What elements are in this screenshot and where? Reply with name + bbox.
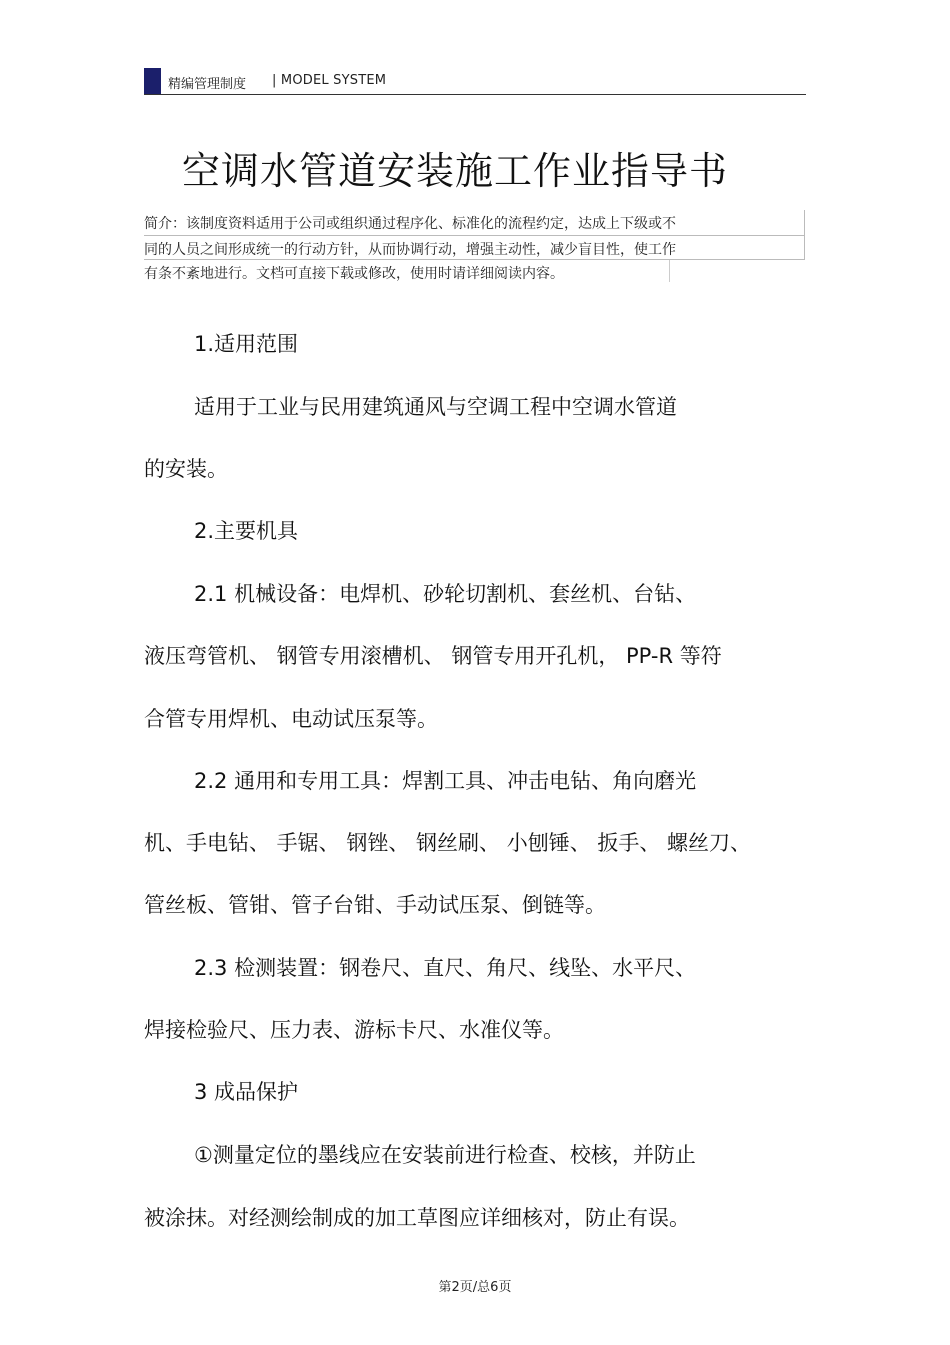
paragraph-line: 的安装。 bbox=[144, 457, 228, 481]
intro-line-2: 同的人员之间形成统一的行动方针，从而协调行动，增强主动性，减少盲目性，使工作 bbox=[144, 242, 676, 258]
intro-line-1: 简介：该制度资料适用于公司或组织通过程序化、标准化的流程约定，达成上下级或不 bbox=[144, 216, 676, 232]
paragraph-line: 焊接检验尺、压力表、游标卡尺、水准仪等。 bbox=[144, 1018, 564, 1042]
section-heading-tools: 2.主要机具 bbox=[194, 519, 299, 543]
logo-icon bbox=[144, 68, 161, 94]
paragraph-line: 2.2 通用和专用工具：焊割工具、冲击电钻、角向磨光 bbox=[194, 769, 697, 793]
intro-line-3: 有条不紊地进行。文档可直接下载或修改，使用时请详细阅读内容。 bbox=[144, 266, 564, 282]
page-header bbox=[144, 66, 806, 95]
page-number: 第2页/总6页 bbox=[438, 1280, 512, 1295]
header-divider bbox=[144, 94, 806, 95]
paragraph-line: 机、手电钻、 手锯、 钢锉、 钢丝刷、 小刨锤、 扳手、 螺丝刀、 bbox=[144, 831, 752, 855]
document-title: 空调水管道安装施工作业指导书 bbox=[181, 149, 728, 193]
paragraph-line: 管丝板、管钳、管子台钳、手动试压泵、倒链等。 bbox=[144, 893, 606, 917]
paragraph-line: 合管专用焊机、电动试压泵等。 bbox=[144, 707, 438, 731]
paragraph-line: ①测量定位的墨线应在安装前进行检查、校核，并防止 bbox=[194, 1143, 696, 1167]
paragraph-line: 被涂抹。对经测绘制成的加工草图应详细核对，防止有误。 bbox=[144, 1206, 690, 1230]
section-heading-protection: 3 成品保护 bbox=[194, 1080, 299, 1104]
paragraph-line: 2.3 检测装置：钢卷尺、直尺、角尺、线坠、水平尺、 bbox=[194, 956, 697, 980]
paragraph-line: 液压弯管机、 钢管专用滚槽机、 钢管专用开孔机， PP-R 等符 bbox=[144, 644, 722, 668]
header-subtitle: | MODEL SYSTEM bbox=[272, 73, 387, 88]
paragraph-line: 适用于工业与民用建筑通风与空调工程中空调水管道 bbox=[194, 395, 677, 419]
header-brand: 精编管理制度 bbox=[168, 77, 247, 92]
paragraph-line: 2.1 机械设备：电焊机、砂轮切割机、套丝机、台钻、 bbox=[194, 582, 697, 606]
section-heading-scope: 1.适用范围 bbox=[194, 332, 299, 356]
